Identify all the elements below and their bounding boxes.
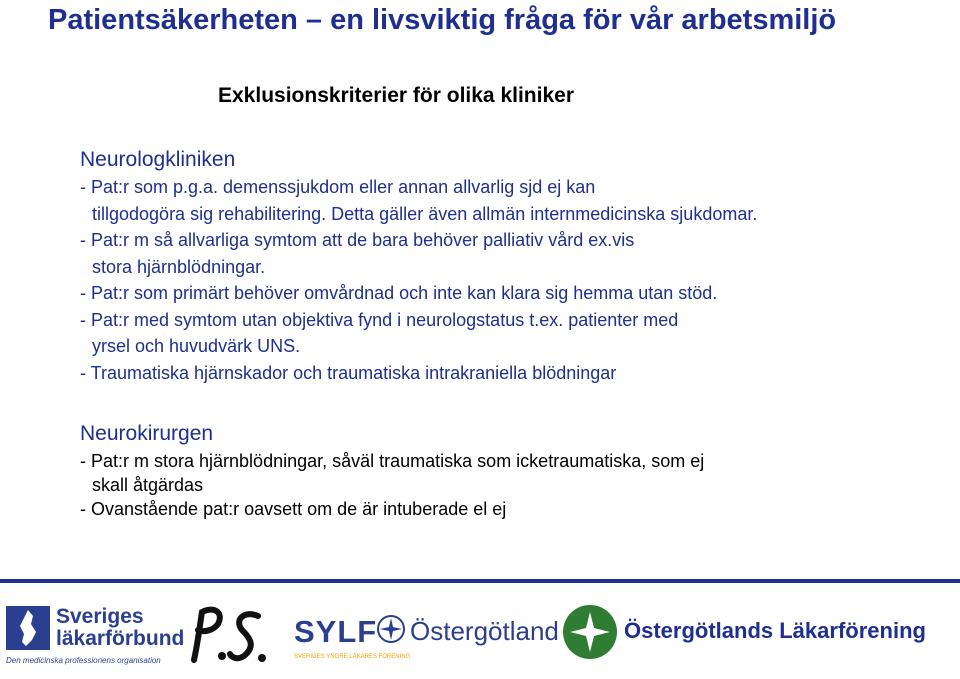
list-item: - Pat:r m så allvarliga symtom att de bara behöver palliativ vård ex.vis [80, 230, 635, 250]
list-item: - Traumatiska hjärnskador och traumatiska intrakraniella blödningar [80, 362, 617, 383]
organization-name: Östergötlands Läkarförening [624, 618, 926, 643]
list-item: stora hjärnblödningar. [92, 256, 266, 277]
list-item: - Pat:r med symtom utan objektiva fynd i neurologstatus t.ex. patienter med [80, 309, 679, 330]
list-item: - Pat:r som primärt behöver omvårdnad och inte kan klara sig hemma utan stöd. [80, 283, 718, 303]
ps-logo [184, 602, 274, 668]
list-item: yrsel och huvudvärk UNS. [92, 336, 301, 356]
list-item: - Ovanstående pat:r oavsett om de är intuberade el ej [80, 499, 507, 519]
logo-text-line: läkarförbund [56, 627, 185, 650]
section-heading: Neurokirurgen [80, 422, 214, 445]
list-item: tillgodogöra sig rehabilitering. Detta gäller även allmän internmedicinska sjukdomar. [92, 203, 758, 224]
section-neurokirurgen [80, 420, 704, 521]
sveriges-lakarforbund-logo [6, 598, 185, 670]
star-emblem-icon [376, 614, 406, 644]
list-item: - Pat:r som p.g.a. demenssjukdom eller annan allvarlig sjd ej kan [80, 177, 596, 197]
list-item: skall åtgärdas [92, 475, 204, 495]
footer-logos [0, 598, 960, 673]
section-neurologkliniken [80, 146, 757, 386]
section-heading: Neurologkliniken [80, 148, 236, 171]
list-item: - Pat:r m stora hjärnblödningar, såväl traumatiska som icketraumatiska, som ej [80, 451, 705, 471]
green-emblem-icon [560, 602, 620, 662]
footer-divider [0, 579, 960, 583]
sylf-wordmark: SYLF [294, 614, 378, 649]
ostergotland-wordmark: Östergötland [410, 616, 559, 646]
slide-title: Patientsäkerheten – en livsviktig fråga för vår arbetsmiljö [48, 4, 837, 36]
slide-subtitle: Exklusionskriterier för olika kliniker [218, 84, 574, 107]
logo-tagline: Den medicinska professionens organisation [6, 656, 161, 665]
sylf-subtext: SVERIGES YNGRE LÄKARES FÖRENING [294, 654, 411, 660]
sylf-ostergotland-logo [294, 608, 559, 668]
logo-text-line: Sveriges [56, 605, 144, 628]
map-of-sweden-icon [6, 606, 50, 650]
